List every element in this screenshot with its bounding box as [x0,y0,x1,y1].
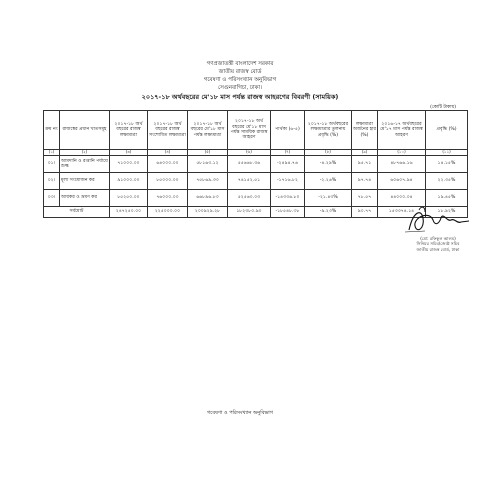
total-prev-collection: ১৫৩৩৭৪.১৪ [378,207,426,218]
total-difference: -১৮৫৪৮.৩৮ [271,207,305,218]
cell-growth: ২২.৩৫% [426,173,468,190]
cell-growth: ১৪.১৫% [426,156,468,173]
total-revised-target: ২২৫০০০.০০ [148,207,188,218]
col-header: ২০১৭-১৮ অর্থ বছরের মে'১৮ মাস পর্যন্ত লক্ষ্যমাত্রা [188,111,228,150]
cell-prev-collection: ৪৮৭৬৬.১৬ [378,156,426,173]
unit-note: (কোটি টাকায়) [430,105,456,110]
total-achievement: ৯০.৭৭ [352,207,378,218]
cell-head: আমদানি ও রপ্তানি পর্যায়ে শুল্ক [60,156,110,173]
col-number: (১০) [378,150,426,156]
total-label: সর্বমোট [44,207,110,218]
cell-achievement: ৯৫.৭১ [352,156,378,173]
footer-text: গবেষণা ও পরিসংখ্যান অনুবিভাগ [207,410,273,416]
col-number: (২) [60,150,110,156]
cell-sl: ০২। [44,173,60,190]
cell-collection: ৫৫৬৬৮.৩৬ [228,156,271,173]
cell-target: ৭১০০০.০০ [110,156,148,173]
table-row [44,156,468,173]
cell-target: ৯১০০০.০০ [110,173,148,190]
col-header: ২০১৬-১৭ অর্থবছরের মে'১৭ মাস পর্যন্ত রাজস্ব আহরণ [378,111,426,150]
cell-revised-target: ৮৫০০০.০০ [148,173,188,190]
col-header: ক্রম নং [44,111,60,150]
col-number: (১১) [426,150,468,156]
cell-collection: ৫২৫৬০.০৩ [228,190,271,207]
cell-prev-collection: ৪৪০০০.০৪ [378,190,426,207]
header-govt: গণপ্রজাতন্ত্রী বাংলাদেশ সরকার [206,61,274,67]
col-number: (৪) [148,150,188,156]
col-header: লক্ষ্যমাত্রা অর্জনের হার (%) [352,111,378,150]
signatory-office: জাতীয় রাজস্ব বোর্ড, ঢাকা [416,246,460,252]
header-row [44,111,468,150]
cell-head: মূল্য সংযোজন কর [60,173,110,190]
col-header: পার্থক্য (৬-৫) [271,111,305,150]
col-header: প্রবৃদ্ধি (%) [426,111,468,150]
col-header: ২০১৭-১৮ অর্থবছরের লক্ষ্যমাত্রার তুলনায় প্রবৃদ্ধি (%) [305,111,352,150]
col-number: (৩) [110,150,148,156]
col-number: (৮) [305,150,352,156]
header-address: সেগুনবাগিচা, ঢাকা। [217,85,263,91]
signature-image [395,204,473,238]
cell-sl: ০৩। [44,190,60,207]
col-number: (১) [44,150,60,156]
cell-prev-collection: ৬০৬০৭.৯৪ [378,173,426,190]
signatory-block [398,236,478,252]
col-number: (৫) [188,150,228,156]
document-title: ২০১৭-১৮ অর্থবছরের মে'১৮ মাস পর্যন্ত রাজস্ব আহরণের বিবরণী (সাময়িক) [141,93,339,101]
total-growth: ১৮.৯২% [426,207,468,218]
cell-head: আয়কর ও ভ্রমণ কর [60,190,110,207]
cell-difference: -১৪৩৩৬.৮০ [271,190,305,207]
cell-target-to-date: ৫৮১৬৩.১২ [188,156,228,173]
cell-difference: -১৭১৬.৮২ [271,173,305,190]
cell-growth-vs-target: -২.২৬% [305,173,352,190]
cell-growth-vs-target: -৪.২৯% [305,156,352,173]
cell-growth-vs-target: -২১.৪৩% [305,190,352,207]
signatory-designation: সিনিয়র সচিব/জ্যেষ্ঠ সচিব [416,241,460,247]
header-board: জাতীয় রাজস্ব বোর্ড [218,69,262,75]
cell-sl: ০১। [44,156,60,173]
cell-achievement: ৭৮.৫৭ [352,190,378,207]
revenue-table [43,110,468,218]
col-header: ২০১৭-১৮ অর্থ বছরের রাজস্ব লক্ষ্যমাত্রা [110,111,148,150]
cell-achievement: ৯৭.৭৪ [352,173,378,190]
col-number: (৬) [228,150,271,156]
col-header: রাজস্বের প্রধান খাতসমূহ [60,111,110,150]
total-growth-vs-target: -৯.২৩% [305,207,352,218]
header-wing: গবেষণা ও পরিসংখ্যান অনুবিভাগ [203,77,277,83]
cell-revised-target: ৭৬০০০.০০ [148,190,188,207]
cell-collection: ৭৪১৫২.৫১ [228,173,271,190]
cell-revised-target: ৬৪০০০.০০ [148,156,188,173]
cell-target-to-date: ৬৬৮৯৬.৮৩ [188,190,228,207]
cell-growth: ১৯.৪৫% [426,190,468,207]
total-collection: ১৮২৩৮০.৯০ [228,207,271,218]
col-header: ২০১৭-১৮ অর্থ বছরের রাজস্ব সংশোধিত লক্ষ্যমাত্রা [148,111,188,150]
total-target-to-date: ২০০৯২৯.২৮ [188,207,228,218]
cell-difference: -২৪৯৪.৭৬ [271,156,305,173]
col-number: (৯) [352,150,378,156]
signatory-name: (মো: রফিকুল আলম) [420,236,456,241]
cell-target-to-date: ৭৫৮৬৯.৩৩ [188,173,228,190]
cell-target: ৮৫২৫০.০০ [110,190,148,207]
table-row [44,173,468,190]
col-header: ২০১৭-১৮ অর্থ বছরের মে'১৮ মাস পর্যন্ত সাময়িক রাজস্ব আহরণ [228,111,271,150]
total-target: ২৪৭২৫০.০০ [110,207,148,218]
col-number: (৭) [271,150,305,156]
